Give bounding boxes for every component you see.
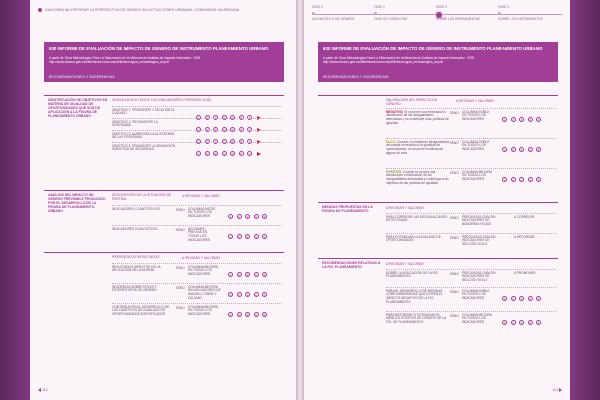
indicator-icon: 3 — [246, 273, 249, 278]
box-title: 630 INFORME DE EVALUACIÓN DE IMPACTO DE GÉNERO DE INSTRUMENTO PLANEAMIENTO URBANO — [323, 46, 543, 51]
indicator-icon: 3 — [214, 152, 217, 157]
table-row: PARA CORREGIR LAS DESIGUALDADES DETECTADAS SÍ/NO PREGUNTAS GUÍA EN INDICADORES DE BANDERAS ROJAS A CORREGIR — [386, 213, 556, 234]
section-header-box — [44, 42, 284, 82]
indicator-icon: 1 — [197, 152, 200, 157]
box-title: 630 INFORME DE EVALUACIÓN DE IMPACTO DE GÉNERO DE INSTRUMENTO PLANEAMIENTO URBANO — [49, 46, 269, 51]
table-row: INDICADORES CUANTITATIVOS SÍ/NO COLUMNA ANTES EN TODOS LOS INDICADORES 1 2 3 4 5 — [112, 205, 282, 224]
indicator-icon: 5 — [231, 116, 234, 121]
indicator-icon: 5 — [537, 148, 540, 153]
indicator-icons — [228, 266, 271, 284]
indicator-icon: 1 — [503, 321, 506, 326]
indicator-icon: 4 — [223, 116, 225, 121]
section-title: IDENTIFICACIÓN DE OBJETIVOS EN MATERIA DE IGUALDAD DE OPORTUNIDADES QUE SON DE APLICACIÓN A LA FIGURA DE PLANEAMIENTO URBANO — [48, 98, 108, 118]
indicator-icon: 7 — [248, 140, 251, 145]
indicator-icon: 2 — [512, 297, 514, 302]
section-col-header: PREVISIÓN DE RESULTADOS — [112, 255, 160, 259]
section-col-header: DESCRIPCIÓN DE LA SITUACIÓN DE PARTIDA — [112, 193, 172, 201]
indicator-icon: 1 — [503, 178, 506, 183]
indicator-icon: 4 — [255, 215, 257, 220]
section-col-header: A REVISAR Y VALORAR — [182, 194, 220, 198]
section-col-header: A REVISAR Y VALORAR — [386, 206, 424, 210]
indicator-icons — [502, 290, 545, 308]
indicator-icon: 5 — [537, 321, 540, 326]
box-subtitle: RECOMENDACIONES Y SUGERENCIAS — [49, 75, 115, 79]
table-row: INDICADORES CUALITATIVOS SÍ/NO ACCIONES PREVIAS EN TODOS LOS INDICADORES 1 2 3 4 5 — [112, 225, 282, 244]
indicator-icons — [228, 228, 271, 246]
table-row: OBJETIVO 4. PROMOVER LA SENSACIÓN SUBJETIVA DE SEGURIDAD 1 2 3 4 5 6 7 — [112, 142, 282, 157]
indicator-icon: 3 — [214, 140, 217, 145]
indicator-icon: 3 — [214, 116, 217, 121]
indicator-icons — [196, 145, 261, 163]
box-source: A partir de 'Guía Metodológica Para La Elaboración de la Memoria de Análisis de Impacto Normativo'. 2009 http://www.mineco.gob.es/stfls/mineco/comun/pdf/ficheros/guia_metodologica_air.pdf — [49, 56, 201, 64]
indicator-icon: 5 — [231, 140, 234, 145]
indicator-icon: 4 — [529, 321, 531, 326]
indicator-icon: 1 — [503, 297, 506, 302]
indicator-icon: 1 — [197, 140, 200, 145]
right-page — [304, 0, 570, 400]
indicator-icon: 5 — [537, 178, 540, 183]
indicator-icon: 3 — [520, 321, 523, 326]
phase-progress: FASE 1 DIAGNÓSTICO DE GÉNERO FASE 2 FASE DE CONSULTAS FASE 3 SOBRE LAS HERRAMIENTAS FASE 4 SOBRE LOS INSTRUMENTOS — [312, 5, 562, 27]
table-row: OBJETIVO 1. PROMOVER Y FACILITAR EL CUIDADO 1 2 3 4 5 6 7 — [112, 106, 282, 119]
table-row: OBJETIVO 3. AUMENTAR LA AUTONOMÍA DE LAS PERSONAS 1 2 3 4 5 6 7 — [112, 130, 282, 143]
table-row: RESULTADOS DIRECTOS DE LA APLICACIÓN DE LA NORMA SÍ/NO COLUMNA MEJORA EN TODOS LOS INDICADORES 1 2 3 4 5 — [112, 263, 282, 282]
indicator-icon: 2 — [238, 235, 240, 240]
section-col-header: VALORACIÓN DEL IMPACTO DE GÉNERO — [386, 98, 438, 106]
section-col-header: VINCULADOS A TODOS LOS INDICADORES Y PERÍODO GUÍA — [112, 98, 211, 102]
indicator-icon: 4 — [255, 313, 257, 318]
prev-page-icon — [38, 388, 41, 392]
bullet-icon — [38, 8, 42, 12]
section-title: RECOMENDACIONES RELATIVAS A LA FIG. PLANEAMIENTO — [322, 261, 381, 269]
indicator-icons — [502, 314, 545, 332]
indicator-icon: 1 — [503, 118, 506, 123]
section-col-header: A REVISAR Y VALORAR — [456, 99, 494, 103]
indicator-icon: 1 — [197, 128, 200, 133]
indicator-icons — [228, 208, 271, 226]
indicator-icon: 1 — [229, 313, 232, 318]
indicator-icon: 2 — [512, 148, 514, 153]
recommendations-section — [318, 258, 558, 335]
indicator-icon: 5 — [231, 152, 234, 157]
indicator-icon: 2 — [512, 118, 514, 123]
indicator-icon: 6 — [240, 116, 242, 121]
indicator-icon: 3 — [520, 148, 523, 153]
indicator-icon: 4 — [223, 152, 225, 157]
box-source: A partir de 'Guía Metodológica Para La Elaboración de la Memoria de Análisis de Impacto Normativo'. 2009 http://www.mineco.gob.es/stfls/mineco/comun/pdf/ficheros/guia_metodologica_air.pdf — [323, 56, 475, 64]
section-title: ANÁLISIS DEL IMPACTO DE GÉNERO PREVISIBLE PRODUCIDO POR EL DESARROLLO DE LA FIGURA DE PLANEAMIENTO URBANO — [48, 193, 106, 213]
indicator-icon: 2 — [206, 128, 208, 133]
indicator-icon: 5 — [263, 273, 266, 278]
measures-section — [318, 202, 558, 253]
table-row: PARA POTENCIAR LA IGUALDAD DE OPORTUNIDADES SÍ/NO PREGUNTAS GUÍA EN INDICADORES DE SECCIÓN 'SOLO' A REFORZAR — [386, 233, 556, 254]
table-row: PARA EL DESARROLLO DE MEDIDAS COMPLEMENTARIAS QUE EVITEN EL IMPACTO NEGATIVO DE LA FIG. PLANEAMIENTO SÍ/NO COLUMNA DOBLE EN TODOS LOS INDICADORES 1 2 3 4 5 — [386, 287, 556, 312]
section-title: MEDIDAS PROPUESTAS EN LA FIGURA DE PLANEAMIENTO — [322, 205, 373, 213]
indicator-icon: 5 — [537, 118, 540, 123]
left-page — [30, 0, 296, 400]
indicator-icon: 5 — [231, 128, 234, 133]
indicator-icons — [502, 171, 545, 189]
next-page-icon — [559, 388, 562, 392]
indicator-icon: 4 — [223, 128, 225, 133]
indicator-icon: 3 — [214, 128, 217, 133]
page-number: 113 — [552, 388, 562, 392]
indicator-icon: 2 — [206, 116, 208, 121]
indicator-icon: 3 — [520, 297, 523, 302]
indicator-icon: 1 — [229, 235, 232, 240]
indicator-icon: 2 — [238, 273, 240, 278]
indicator-icon: 1 — [229, 215, 232, 220]
impact-valuation-section — [318, 95, 558, 200]
indicator-icon: 1 — [197, 116, 200, 121]
indicator-icons — [502, 141, 545, 159]
indicator-icon: 5 — [263, 215, 266, 220]
indicator-icon: 1 — [229, 273, 232, 278]
indicator-icon: 7 — [248, 116, 251, 121]
indicator-icon: 3 — [246, 215, 249, 220]
table-row: PARA REFORZAR O POTENCIAR EL IMPACTO POSITIVO DE GÉNERO DE LA FIG. DE PLANEAMIENTO SÍ/NO COLUMNA MEJORA EN TODOS LOS INDICADORES 1 2 3 4 5 — [386, 311, 556, 336]
table-row: NULO: Cuando no existiendo desigualdades de partida en relación a la igualdad de oportunidades, no se prevé modificación alguna de esta SÍ/NO COLUMNA DOBLE EN TODOS LOS INDICADORES 1 2 3 4 5 — [386, 138, 556, 169]
impact-analysis-section — [44, 190, 284, 249]
red-flag-icon — [257, 152, 261, 156]
indicator-icons — [228, 286, 271, 304]
table-row: SOBRE LA APLICACIÓN DE LA FIG. PLANEAMIENTO SÍ/NO PREGUNTAS GUÍA EN INDICADORES DE SECCIÓN 'SOLO' A PROMOVER — [386, 269, 556, 288]
section-col-header: A REVISAR Y VALORAR — [182, 256, 220, 260]
results-section — [44, 252, 284, 323]
box-subtitle: RECOMENDACIONES Y SUGERENCIAS — [323, 75, 389, 79]
indicator-icon: 3 — [520, 178, 523, 183]
indicator-icons — [228, 306, 271, 324]
indicator-icon: 1 — [229, 293, 232, 298]
objectives-section — [44, 95, 284, 158]
indicator-icon: 3 — [520, 118, 523, 123]
indicator-icon: 4 — [255, 235, 257, 240]
indicator-icon: 5 — [537, 297, 540, 302]
indicator-icon: 1 — [503, 148, 506, 153]
indicator-icon: 4 — [529, 148, 531, 153]
table-row: INCIDENCIA SOBRE ROLES Y ESTEREOTIPOS DE GÉNERO SÍ/NO COLUMNA MEJORA EN INDICADORES DE IMAGEN, COBRE Y CALIDAD 1 2 3 4 5 — [112, 283, 282, 302]
running-header: GUÍA PARA INCORPORAR LA PERSPECTIVA DE GÉNERO EN ACTUACIONES URBANAS. COMUNIDAD VALENCIANA — [38, 8, 239, 12]
indicator-icon: 7 — [248, 152, 251, 157]
indicator-icon: 5 — [263, 313, 266, 318]
indicator-icon: 3 — [246, 313, 249, 318]
table-row: POSITIVO: Cuando se prevea una disminución o eliminación de las desigualdades detectadas y contribuya a los objetivos de las políticas de igualdad SÍ/NO COLUMNA MEJORA EN TODOS LOS INDICADORES 1 2 3 4 5 — [386, 168, 556, 199]
page-number: 112 — [38, 388, 48, 392]
indicator-icon: 4 — [223, 140, 225, 145]
indicator-icons — [502, 111, 545, 129]
indicator-icon: 5 — [263, 293, 266, 298]
indicator-icon: 2 — [238, 293, 240, 298]
indicator-icon: 4 — [255, 293, 257, 298]
indicator-icon: 5 — [263, 235, 266, 240]
indicator-icon: 2 — [238, 215, 240, 220]
indicator-icon: 2 — [512, 321, 514, 326]
indicator-icon: 6 — [240, 128, 242, 133]
indicator-icon: 2 — [512, 178, 514, 183]
indicator-icon: 6 — [240, 140, 242, 145]
table-row: NEGATIVO: Si no prevé una eliminación o disminución de las desigualdades detectadas y no contribuye a las políticas de igualdad SÍ/NO COLUMNA DOBLE EN TODOS LOS INDICADORES 1 2 3 4 5 — [386, 108, 556, 139]
indicator-icon: 4 — [529, 178, 531, 183]
indicator-icon: 4 — [255, 273, 257, 278]
section-col-header: A REVISAR Y VALORAR — [386, 262, 424, 266]
table-row: OBJETIVO 2. RECONOCER LA DIVERSIDAD 1 2 3 4 5 6 7 — [112, 118, 282, 131]
book-gutter — [296, 0, 304, 400]
indicator-icon: 2 — [238, 313, 240, 318]
indicator-icon: 6 — [240, 152, 242, 157]
indicator-icon: 4 — [529, 297, 531, 302]
table-row: CONTRIBUCIÓN AL DESARROLLO DE LOS OBJETIVOS DE IGUALDAD DE OPORTUNIDADES IDENTIFICADOS SÍ/NO COLUMNA MEJORA EN TODOS LOS INDICADORES 1 2 3 4 5 — [112, 303, 282, 324]
indicator-icon: 2 — [206, 152, 208, 157]
section-header-box — [318, 42, 558, 82]
indicator-icon: 3 — [246, 235, 249, 240]
indicator-icon: 2 — [206, 140, 208, 145]
indicator-icon: 7 — [248, 128, 251, 133]
indicator-icon: 3 — [246, 293, 249, 298]
indicator-icon: 4 — [529, 118, 531, 123]
